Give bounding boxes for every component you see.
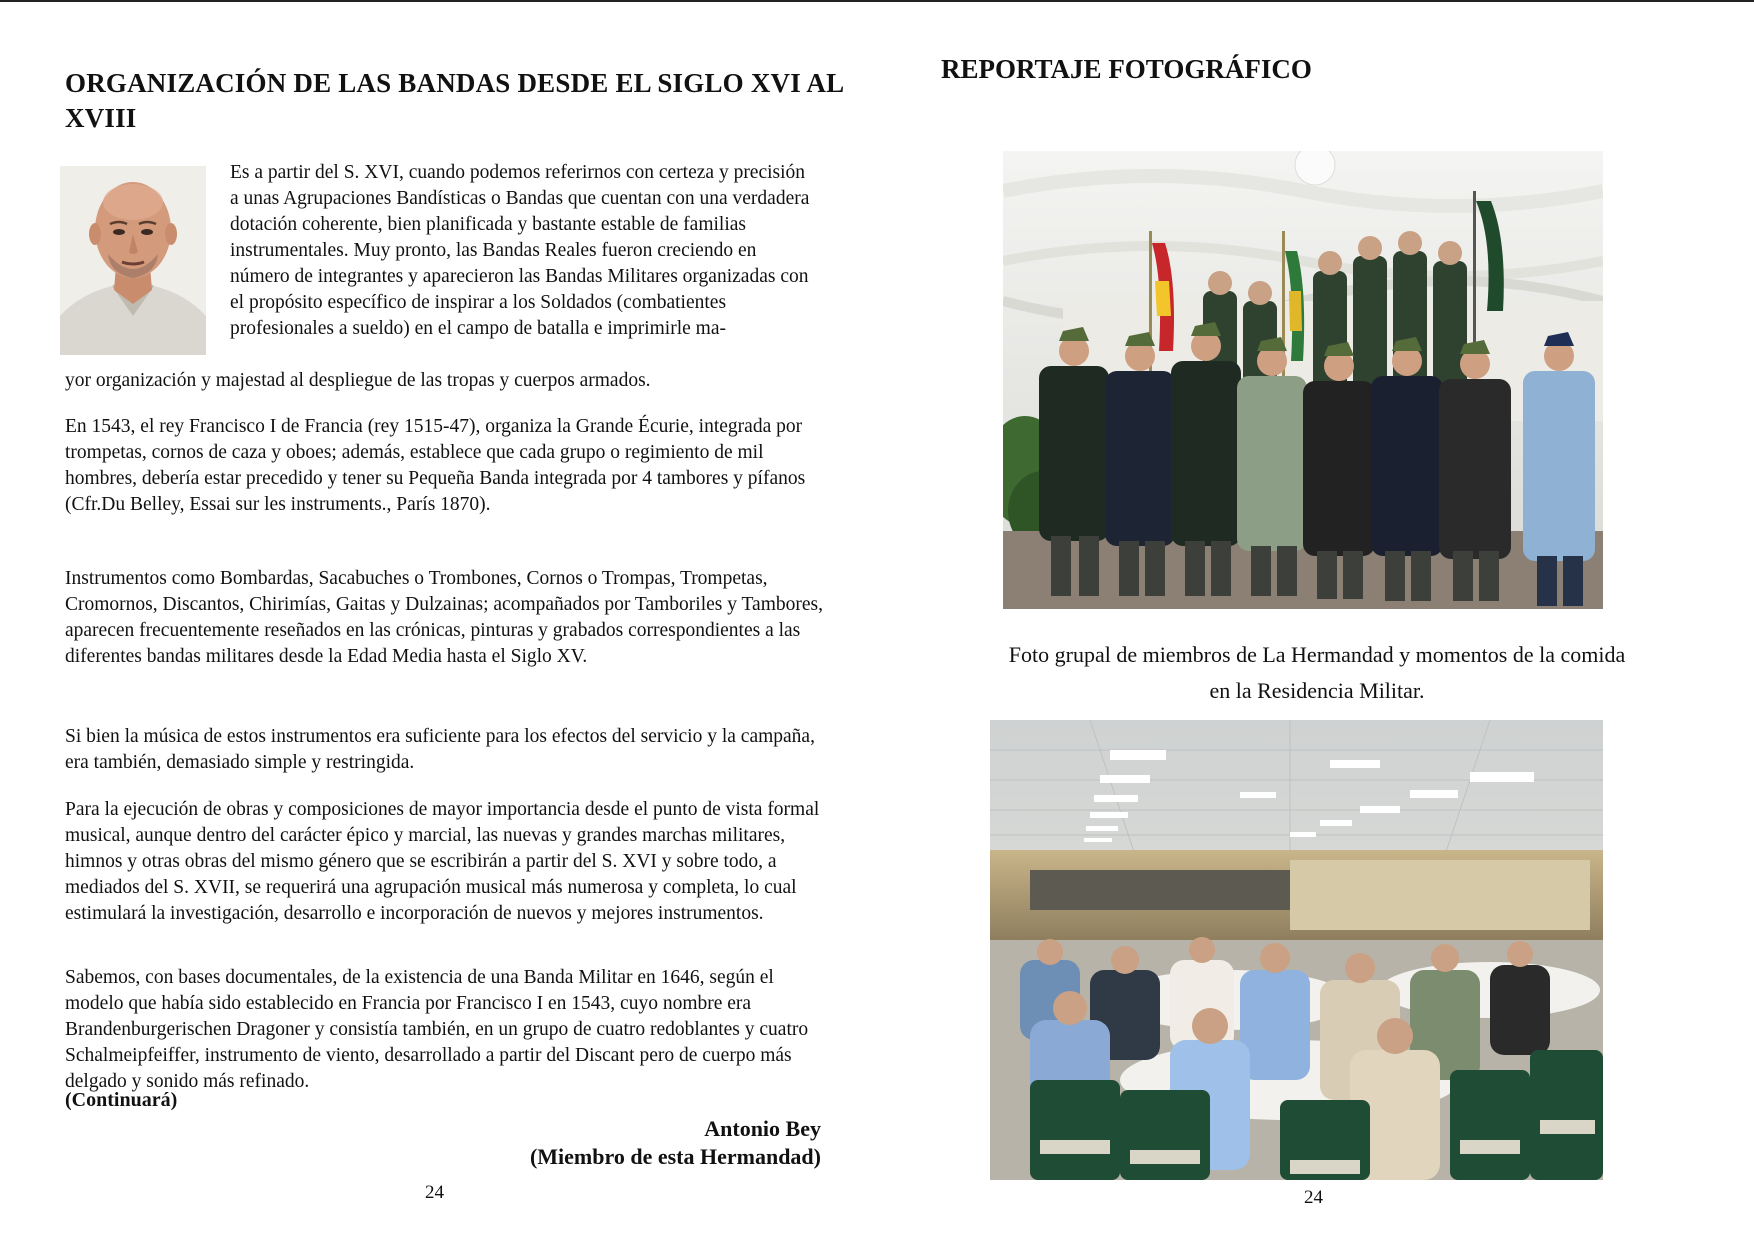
article-title: ORGANIZACIÓN DE LAS BANDAS DESDE EL SIGLO XVI AL XVIII <box>65 68 843 133</box>
intro-paragraph-continuation: yor organización y majestad al despliegue de las tropas y cuerpos armados. <box>65 370 651 391</box>
paragraph-grande-ecurie: En 1543, el rey Francisco I de Francia (rey 1515-47), organiza la Grande Écurie, integrada por trompetas, cornos de caza y oboes; además, establece que cada grupo o regimiento de mil hombres, debería estar precedido y tener su Pequeña Banda integrada por 4 tambores y pífanos (Cfr.Du Belley, Essai sur les instruments., París 1870). <box>65 416 806 515</box>
caption-line-1: Foto grupal de miembros de La Hermandad y momentos de la comida <box>1008 642 1626 667</box>
page-number-right: 24 <box>1304 1187 1323 1208</box>
paragraph-instruments: Instrumentos como Bombardas, Sacabuches o Trombones, Cornos o Trompas, Trompetas, Cromornos, Discantos, Chirimías, Gaitas y Dulzainas; acompañados por Tamboriles y Tambores, aparecen frecuentemente reseñados en las crónicas, pinturas y grabados correspondientes a las diferentes bandas militares desde la Edad Media hasta el Siglo XV. <box>65 568 823 667</box>
author-signature <box>530 1115 821 1171</box>
paragraph-major-works: Para la ejecución de obras y composiciones de mayor importancia desde el punto de vista formal musical, aunque dentro del carácter épico y marcial, las nuevas y grandes marchas militares, himnos y otras obras del mismo género que se escribirán a partir del S. XVI y sobre todo, a mediados del S. XVII, se requerirá una agrupación musical más numerosa y completa, lo cual estimulará la investigación, desarrollo e incorporación de nuevos y mejores instrumentos. <box>65 799 820 924</box>
caption-line-2: en la Residencia Militar. <box>1209 678 1425 703</box>
page-number-left: 24 <box>425 1182 444 1203</box>
paragraph-music-simple: Si bien la música de estos instrumentos era suficiente para los efectos del servicio y la campaña, era también, demasiado simple y restringida. <box>65 726 815 773</box>
photo-report-title: REPORTAJE FOTOGRÁFICO <box>941 54 1312 84</box>
photo-caption <box>957 637 1677 709</box>
author-role: (Miembro de esta Hermandad) <box>529 1144 821 1169</box>
author-name: Antonio Bey <box>704 1116 821 1141</box>
intro-paragraph: Es a partir del S. XVI, cuando podemos referirnos con certeza y precisión a unas Agrupaciones Bandísticas o Bandas que cuentan con una verdadera dotación coherente, bien planificada y bastante estable de familias instrumentales. Muy pronto, las Bandas Reales fueron creciendo en número de integrantes y aparecieron las Bandas Militares organizadas con el propósito específico de inspirar a los Soldados (combatientes profesionales a sueldo) en el campo de batalla e imprimirle ma- <box>230 162 810 339</box>
continued-note: (Continuará) <box>65 1089 178 1111</box>
right-page <box>877 0 1754 1240</box>
dining-hall-photo <box>990 720 1603 1180</box>
paragraph-banda-1646: Sabemos, con bases documentales, de la existencia de una Banda Militar en 1646, según el modelo que había sido establecido en Francia por Francisco I en 1543, cuyo nombre era Brandenburgerischen Dragoner y consistía también, en un grupo de cuatro redoblantes y cuatro Schalmeipfeiffer, instrumento de viento, desarrollado a partir del Discant pero de cuerpo más delgado y sonido más refinado. <box>65 967 809 1092</box>
author-portrait <box>60 166 206 355</box>
group-photo <box>1003 151 1603 609</box>
